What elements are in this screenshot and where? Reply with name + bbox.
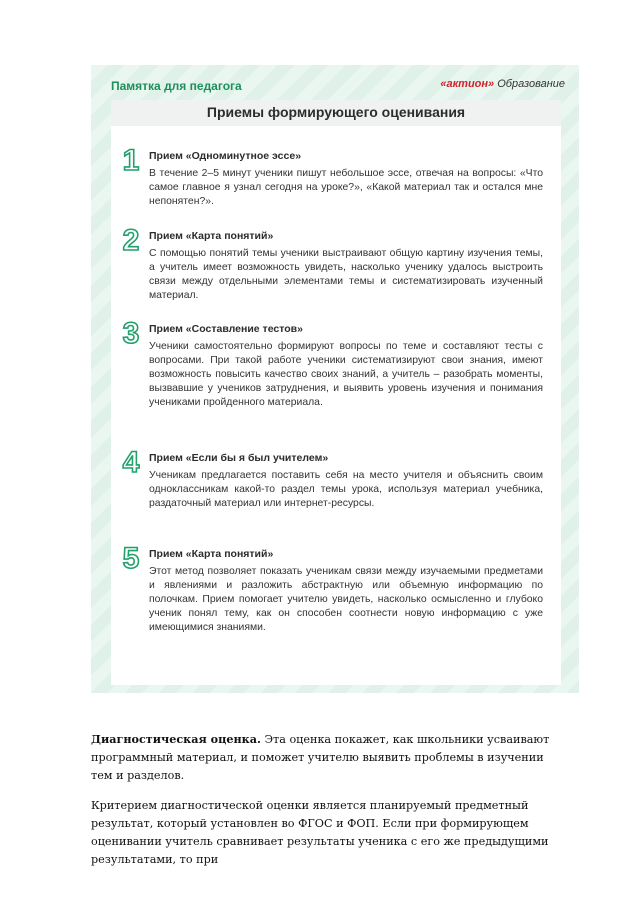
technique-number: 2	[122, 224, 140, 257]
paragraph-text: Критерием диагностической оценки является планируемый предметный результат, который установлен во ФГОС и ФОП. Если при формирующем оценивании учитель сравнивает результаты ученика с его же предыдущими результатами, то при	[91, 799, 549, 866]
technique-number: 4	[122, 446, 140, 479]
technique-title: Прием «Если бы я был учителем»	[149, 452, 329, 464]
technique-number: 1	[122, 144, 140, 177]
paragraph-diagnostic	[91, 730, 551, 785]
technique-number: 3	[122, 317, 140, 350]
brand-name: «актион»	[440, 78, 495, 90]
memo-infographic	[91, 65, 579, 693]
memo-header	[91, 65, 579, 101]
paragraph-text: Эта оценка покажет, как школьники усваивают программный материал, и поможет учителю выявить проблемы в изучении тем и разделов.	[91, 733, 550, 782]
technique-title: Прием «Карта понятий»	[149, 230, 274, 242]
paragraph-criterion	[91, 797, 551, 869]
technique-text: Ученики самостоятельно формируют вопросы по теме и составляют тесты с вопросами. При такой работе ученики систематизируют свои знания, имеют возможность повысить качество своих знаний, а учитель – разобрать моменты, вызвавшие у учеников затруднения, и выявить уровень изучения и понимания учениками пройденного материала.	[149, 341, 543, 408]
memo-title-bar	[111, 100, 561, 126]
brand-logo	[440, 78, 565, 90]
paragraph-lead: Диагностическая оценка.	[91, 732, 261, 746]
technique-title: Прием «Составление тестов»	[149, 323, 303, 335]
memo-title: Приемы формирующего оценивания	[206, 104, 466, 120]
brand-suffix: Образование	[497, 78, 565, 90]
technique-title: Прием «Карта понятий»	[149, 548, 274, 560]
memo-tag: Памятка для педагога	[111, 79, 242, 93]
technique-title: Прием «Одноминутное эссе»	[149, 150, 302, 162]
technique-text: Ученикам предлагается поставить себя на место учителя и объяснить своим одноклассникам какой-то раздел темы урока, используя материал учебника, раздаточный материал или интернет-ресурсы.	[149, 470, 543, 509]
technique-text: В течение 2–5 минут ученики пишут небольшое эссе, отвечая на вопросы: «Что самое главное я узнал сегодня на уроке?», «Какой материал так и остался мне непонятен?».	[149, 168, 543, 207]
technique-text: Этот метод позволяет показать ученикам связи между изучаемыми предметами и явлениями и разложить абстрактную или объемную информацию по полочкам. Прием помогает учителю увидеть, насколько осмысленно и глубоко ученик понял тему, как он способен соотнести новую информацию с уже имеющимися знаниями.	[149, 566, 543, 633]
technique-text: С помощью понятий темы ученики выстраивают общую картину изучения темы, а учитель имеет возможность увидеть, насколько ученику удалось выстроить связи между отдельными элементами темы и систематизировать изученный материал.	[149, 248, 543, 301]
technique-number: 5	[122, 542, 140, 575]
